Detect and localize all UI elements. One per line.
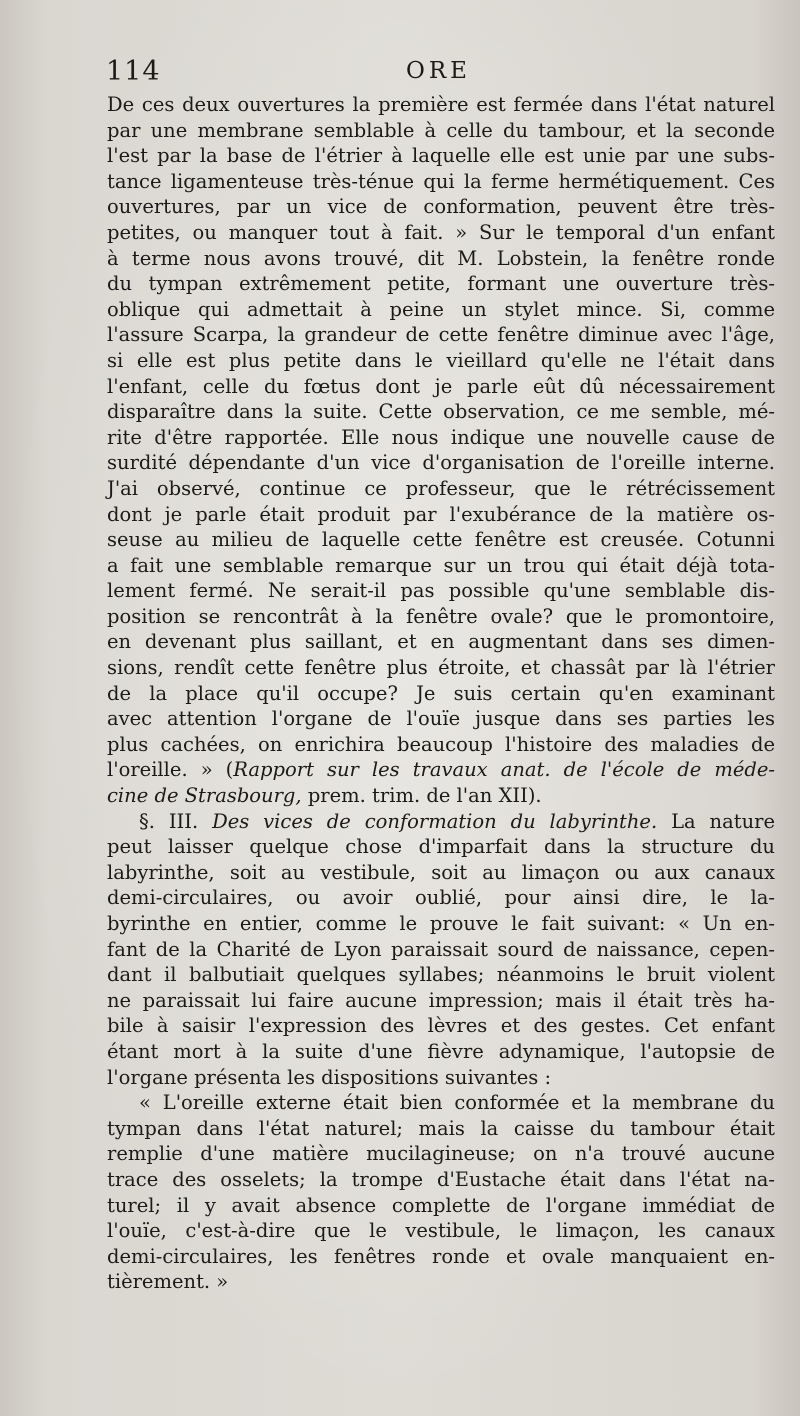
running-head: ORE [406,58,471,84]
italic-text: Rapport sur les travaux anat. de l'école de méde- [233,758,775,782]
line-text: bile à saisir l'expression des lèvres et des gestes. Cet enfant [107,1014,775,1038]
text-line [107,1013,775,1039]
text-line [107,860,775,886]
text-line [107,1065,775,1091]
line-text: « L'oreille externe était bien conformée et la membrane du [139,1091,775,1115]
line-text: §. III. [139,809,213,833]
text-line [107,1090,775,1116]
line-text: de la place qu'il occupe? Je suis certain qu'en examinant [107,681,775,705]
line-text: par une membrane semblable à celle du tambour, et la seconde [107,118,775,142]
text-line [107,118,775,144]
line-text: étant mort à la suite d'une fièvre adynamique, l'autopsie de [107,1039,775,1063]
line-text: l'enfant, celle du fœtus dont je parle eût dû nécessairement [107,374,775,398]
text-line [107,297,775,323]
line-text: l'organe présenta les dispositions suivantes : [107,1065,552,1089]
line-text: turel; il y avait absence complette de l'organe immédiat de [107,1193,775,1217]
text-line [107,194,775,220]
text-line [107,757,775,783]
text-line [107,220,775,246]
text-line [107,1039,775,1065]
text-line [107,92,775,118]
line-text: si elle est plus petite dans le vieillard qu'elle ne l'était dans [107,348,775,372]
line-text: oblique qui admettait à peine un stylet mince. Si, comme [107,297,775,321]
line-text: l'assure Scarpa, la grandeur de cette fenêtre diminue avec l'âge, [107,323,775,347]
text-line [107,450,775,476]
line-text: fant de la Charité de Lyon paraissait sourd de naissance, cepen- [107,937,775,961]
line-text: tance ligamenteuse très-ténue qui la ferme hermétiquement. Ces [107,169,775,193]
text-line [107,732,775,758]
line-text: surdité dépendante d'un vice d'organisation de l'oreille interne. [107,451,775,475]
line-text: dant il balbutiait quelques syllabes; néanmoins le bruit violent [107,963,775,987]
text-line [107,629,775,655]
text-line [107,502,775,528]
text-line [107,348,775,374]
line-text: a fait une semblable remarque sur un trou qui était déjà tota- [107,553,775,577]
line-text: tympan dans l'état naturel; mais la caisse du tambour était [107,1116,775,1140]
line-text: ne paraissait lui faire aucune impression; mais il était très ha- [107,988,775,1012]
italic-text: Des vices de conformation du labyrinthe. [212,809,658,833]
line-text: l'oreille. » ( [107,758,234,782]
italic-text: cine de Strasbourg, [107,784,302,808]
text-line [107,578,775,604]
text-line [107,604,775,630]
text-line [107,681,775,707]
line-text: plus cachées, on enrichira beaucoup l'histoire des maladies de [107,732,775,756]
line-text: position se rencontrât à la fenêtre ovale? que le promontoire, [107,604,775,628]
text-line [107,809,775,835]
line-text: demi-circulaires, ou avoir oublié, pour ainsi dire, le la- [107,886,775,910]
text-line [107,425,775,451]
text-line [107,885,775,911]
line-text: rite d'être rapportée. Elle nous indique une nouvelle cause de [107,425,775,449]
body-text [107,92,775,1295]
text-line [107,271,775,297]
line-text: De ces deux ouvertures la première est fermée dans l'état naturel [107,93,775,116]
line-text: dont je parle était produit par l'exubérance de la matière os- [107,502,775,526]
text-line [107,143,775,169]
text-line [107,962,775,988]
text-line [107,527,775,553]
text-line [107,374,775,400]
line-text: l'est par la base de l'étrier à laquelle elle est unie par une subs- [107,144,775,168]
text-line [107,706,775,732]
text-line [107,1167,775,1193]
line-text: l'ouïe, c'est-à-dire que le vestibule, le limaçon, les canaux [107,1219,775,1243]
text-line [107,476,775,502]
text-line [107,783,775,809]
text-line [107,937,775,963]
line-text: sions, rendît cette fenêtre plus étroite, et chassât par là l'étrier [107,656,775,680]
text-line [107,655,775,681]
line-text: ouvertures, par un vice de conformation, peuvent être très- [107,195,775,219]
line-text: J'ai observé, continue ce professeur, que le rétrécissement [107,476,775,500]
line-text: disparaître dans la suite. Cette observation, ce me semble, mé- [107,400,775,424]
text-line [107,1269,775,1295]
text-line [107,246,775,272]
line-text: byrinthe en entier, comme le prouve le fait suivant: « Un en- [107,912,775,935]
line-text: à terme nous avons trouvé, dit M. Lobstein, la fenêtre ronde [107,246,775,270]
text-line [107,1218,775,1244]
line-text: en devenant plus saillant, et en augmentant dans ses dimen- [107,630,775,654]
text-line [107,1244,775,1270]
line-text: seuse au milieu de laquelle cette fenêtre est creusée. Cotunni [107,528,775,552]
line-text: lement fermé. Ne serait-il pas possible qu'une semblable dis- [107,579,775,603]
line-text: prem. trim. de l'an XII). [301,784,542,808]
text-line [107,169,775,195]
text-line [107,322,775,348]
line-text: avec attention l'organe de l'ouïe jusque dans ses parties les [107,707,775,731]
text-line [107,399,775,425]
line-text: La nature [657,809,775,833]
text-line [107,553,775,579]
text-line [107,1116,775,1142]
text-line [107,988,775,1014]
line-text: tièrement. » [107,1270,229,1294]
page-number: 114 [106,56,161,87]
text-line [107,1193,775,1219]
line-text: demi-circulaires, les fenêtres ronde et ovale manquaient en- [107,1244,775,1268]
page-header [106,56,778,96]
line-text: remplie d'une matière mucilagineuse; on n'a trouvé aucune [107,1142,775,1166]
text-line [107,911,775,937]
text-line [107,1141,775,1167]
line-text: peut laisser quelque chose d'imparfait dans la structure du [107,835,775,859]
line-text: trace des osselets; la trompe d'Eustache était dans l'état na- [107,1167,775,1191]
line-text: du tympan extrêmement petite, formant une ouverture très- [107,272,775,296]
text-line [107,834,775,860]
line-text: labyrinthe, soit au vestibule, soit au limaçon ou aux canaux [107,860,775,884]
line-text: petites, ou manquer tout à fait. » Sur le temporal d'un enfant [107,220,775,244]
